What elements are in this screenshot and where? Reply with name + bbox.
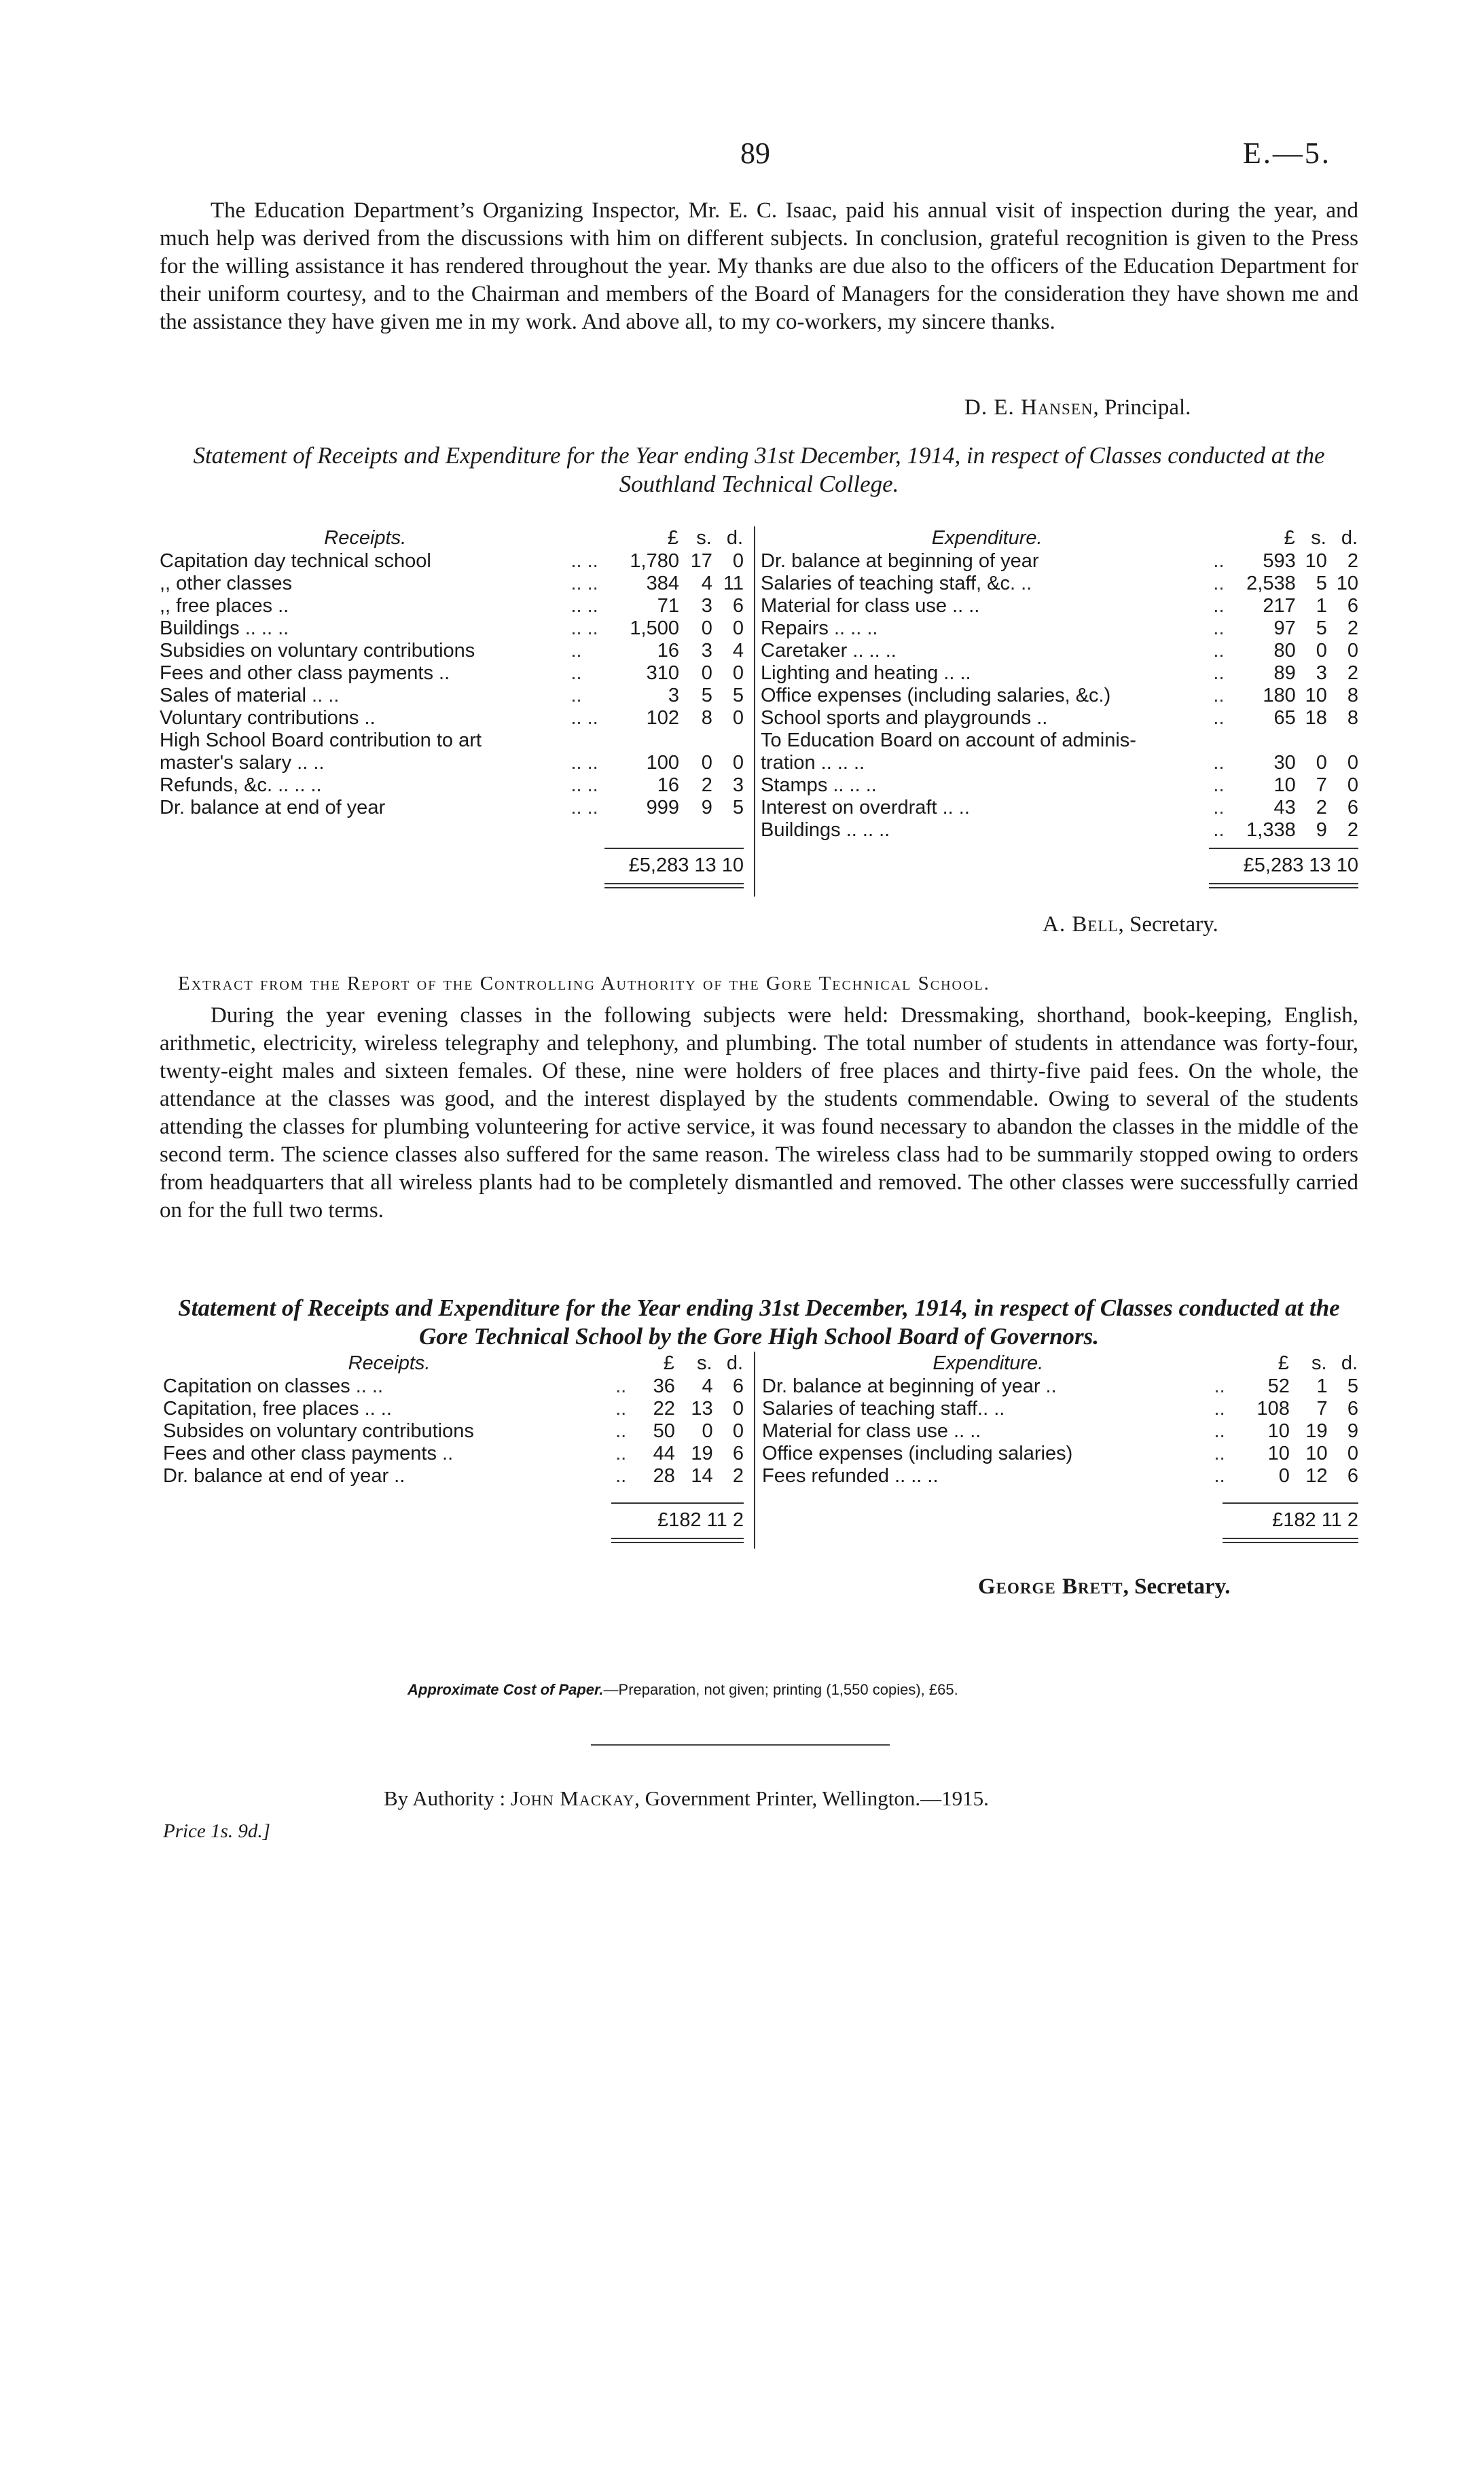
row-pounds: 16	[657, 640, 679, 662]
col-pence: d.	[1341, 1352, 1358, 1374]
table-row	[160, 573, 744, 595]
signature-name: George Brett	[978, 1574, 1123, 1599]
table-row	[761, 685, 1358, 707]
document-code: E.—5.	[1243, 137, 1331, 170]
statement1-receipts-table	[160, 526, 744, 819]
row-leader-dots: .. ..	[571, 573, 598, 594]
row-shillings: 1	[1316, 595, 1327, 617]
cost-label: Approximate Cost of Paper.	[408, 1681, 604, 1698]
row-pence: 0	[1347, 774, 1358, 796]
row-pence: 6	[1347, 595, 1358, 617]
row-leader-dots: .. ..	[571, 797, 598, 818]
row-shillings: 3	[1316, 662, 1327, 684]
row-leader-dots: ..	[1213, 550, 1225, 572]
table-row	[761, 797, 1358, 819]
row-pence	[1327, 729, 1358, 752]
statement2-title: Statement of Receipts and Expenditure for the Year ending 31st December, 1914, in respect of Classes conducted at the Gore Technical School by the Gore High School Board of Governors.	[178, 1295, 1340, 1350]
signature-role: , Secretary.	[1123, 1574, 1231, 1599]
row-pence: 0	[1347, 640, 1358, 662]
row-label: Lighting and heating .. ..	[761, 662, 971, 684]
row-pounds: 16	[657, 774, 679, 796]
row-shillings: 3	[701, 640, 712, 662]
row-leader-dots: ..	[571, 685, 582, 706]
row-shillings: 1	[1316, 1375, 1328, 1397]
statement2-receipts-double-line	[611, 1538, 744, 1543]
row-leader-dots: ..	[615, 1465, 627, 1487]
cost-of-paper	[408, 1681, 958, 1699]
row-leader-dots: .. ..	[571, 752, 598, 774]
row-label: Dr. balance at end of year	[160, 797, 386, 818]
row-shillings: 12	[1305, 1465, 1328, 1487]
row-pence: 0	[732, 662, 744, 684]
row-label: Sales of material .. ..	[160, 685, 340, 706]
receipts-header: Receipts.	[324, 527, 407, 549]
table-row	[160, 729, 744, 752]
col-shillings: s.	[696, 527, 712, 549]
row-leader-dots: ..	[571, 662, 582, 684]
row-pence: 11	[723, 573, 744, 594]
row-label: Dr. balance at end of year ..	[163, 1465, 405, 1487]
row-pence: 8	[1347, 685, 1358, 706]
row-pounds: 108	[1256, 1398, 1290, 1420]
row-shillings: 10	[1305, 550, 1327, 572]
row-label: Dr. balance at beginning of year ..	[762, 1375, 1057, 1397]
signature-secretary-brett	[978, 1574, 1231, 1600]
row-pounds: 80	[1273, 640, 1296, 662]
row-label: Salaries of teaching staff.. ..	[762, 1398, 1005, 1420]
row-leader-dots: ..	[1214, 1420, 1225, 1442]
table-row	[160, 640, 744, 662]
statement2-receipts-total: £182 11 2	[657, 1509, 744, 1531]
row-pence: 5	[732, 685, 744, 706]
authority-suffix: , Government Printer, Wellington.—1915.	[634, 1786, 989, 1810]
row-pounds: 2,538	[1246, 573, 1296, 594]
table-row	[160, 662, 744, 685]
row-pounds: 217	[1263, 595, 1296, 617]
col-pence: d.	[726, 527, 743, 549]
table-row	[160, 774, 744, 797]
row-pence: 2	[1347, 550, 1358, 572]
row-leader-dots: ..	[1213, 640, 1225, 662]
statement1-divider	[754, 526, 755, 897]
col-pounds: £	[1278, 1352, 1289, 1374]
table-row	[761, 752, 1358, 774]
row-leader-dots: ..	[1213, 774, 1225, 796]
row-label: Material for class use .. ..	[761, 595, 980, 617]
statement1-title: Statement of Receipts and Expenditure for the Year ending 31st December, 1914, in respect of Classes conducted at the Southland Technical College.	[193, 442, 1325, 497]
row-pounds: 0	[1278, 1465, 1290, 1487]
row-pounds: 30	[1273, 752, 1296, 774]
row-pence: 5	[732, 797, 744, 818]
row-pounds: 65	[1273, 707, 1296, 729]
row-leader-dots: .. ..	[571, 550, 598, 572]
signature-name: D. E. Hansen	[964, 395, 1093, 420]
authority-prefix: By Authority :	[384, 1786, 511, 1810]
row-pounds: 1,338	[1246, 819, 1296, 841]
col-pounds: £	[1284, 527, 1295, 549]
row-shillings	[679, 729, 712, 752]
receipts-header: Receipts.	[348, 1352, 431, 1374]
row-label: Capitation day technical school	[160, 550, 431, 572]
row-pence: 0	[732, 707, 744, 729]
row-shillings: 18	[1305, 707, 1327, 729]
table-row	[762, 1398, 1358, 1420]
extract-heading: Extract from the Report of the Controlling Authority of the Gore Technical School.	[178, 973, 990, 994]
row-shillings: 13	[691, 1398, 713, 1420]
row-pounds: 102	[646, 707, 679, 729]
row-leader-dots	[1213, 729, 1231, 752]
row-shillings: 0	[702, 1420, 713, 1442]
row-pence: 2	[1347, 662, 1358, 684]
row-pounds: 97	[1273, 617, 1296, 639]
row-label: Fees refunded .. .. ..	[762, 1465, 939, 1487]
row-pounds: 28	[653, 1465, 675, 1487]
row-pence: 4	[732, 640, 744, 662]
row-pence: 8	[1347, 707, 1358, 729]
row-pence: 6	[1347, 1465, 1358, 1487]
printer-name: John Mackay	[510, 1786, 635, 1810]
row-pence: 6	[732, 1443, 744, 1464]
statement2-divider	[754, 1352, 755, 1549]
row-label: To Education Board on account of adminis-	[761, 729, 1136, 751]
row-shillings: 19	[1305, 1420, 1328, 1442]
page-number: 89	[740, 137, 770, 170]
table-row	[160, 617, 744, 640]
row-label: School sports and playgrounds ..	[761, 707, 1048, 729]
row-label: Stamps .. .. ..	[761, 774, 877, 796]
row-pounds: 310	[646, 662, 679, 684]
col-pounds: £	[667, 527, 678, 549]
row-label: Buildings .. .. ..	[160, 617, 289, 639]
price: Price 1s. 9d.]	[163, 1820, 270, 1842]
signature-name: A. Bell	[1043, 912, 1119, 937]
table-row	[160, 797, 744, 819]
table-row	[160, 595, 744, 617]
row-leader-dots: ..	[1213, 819, 1225, 841]
row-leader-dots: ..	[1214, 1375, 1225, 1397]
row-pounds: 100	[646, 752, 679, 774]
row-shillings: 3	[701, 595, 712, 617]
table-row	[762, 1465, 1358, 1487]
table-row	[761, 707, 1358, 729]
row-shillings: 4	[701, 573, 712, 594]
row-pounds: 3	[668, 685, 679, 706]
row-pence: 0	[732, 1420, 744, 1442]
row-shillings: 9	[701, 797, 712, 818]
statement1-expenditure-sum-line	[1209, 848, 1358, 849]
row-leader-dots: .. ..	[571, 774, 598, 796]
row-shillings: 5	[1316, 573, 1327, 594]
statement1-expenditure-table	[761, 526, 1358, 842]
row-label: ,, free places ..	[160, 595, 289, 617]
row-label: High School Board contribution to art	[160, 729, 482, 751]
row-leader-dots: ..	[615, 1398, 627, 1420]
table-row	[761, 573, 1358, 595]
row-shillings: 10	[1305, 1443, 1328, 1464]
row-pounds	[1231, 729, 1296, 752]
row-label: Office expenses (including salaries, &c.)	[761, 685, 1111, 706]
statement2-expenditure-total: £182 11 2	[1272, 1509, 1358, 1531]
statement1-expenditure-total: £5,283 13 10	[1243, 854, 1358, 876]
row-leader-dots: ..	[1213, 662, 1225, 684]
table-row	[160, 752, 744, 774]
table-row	[762, 1420, 1358, 1443]
row-label: master's salary .. ..	[160, 752, 325, 774]
cost-text: —Preparation, not given; printing (1,550 copies), £65.	[603, 1681, 958, 1698]
table-row	[163, 1375, 744, 1398]
row-leader-dots: ..	[1213, 752, 1225, 774]
row-pounds: 71	[657, 595, 679, 617]
row-pence: 5	[1347, 1375, 1358, 1397]
row-shillings: 8	[701, 707, 712, 729]
row-pounds: 43	[1273, 797, 1296, 818]
col-shillings: s.	[697, 1352, 712, 1374]
row-pence: 6	[1347, 1398, 1358, 1420]
row-shillings: 2	[1316, 797, 1327, 818]
statement1-receipts-total: £5,283 13 10	[628, 854, 744, 876]
row-pounds: 44	[653, 1443, 675, 1464]
table-row	[761, 595, 1358, 617]
row-label: Caretaker .. .. ..	[761, 640, 897, 662]
row-pounds: 10	[1267, 1443, 1290, 1464]
row-pence: 0	[732, 752, 744, 774]
table-row	[762, 1375, 1358, 1398]
row-pounds: 50	[653, 1420, 675, 1442]
row-label: Refunds, &c. .. .. ..	[160, 774, 322, 796]
row-leader-dots: ..	[1214, 1443, 1225, 1464]
row-pence: 0	[732, 1398, 744, 1420]
row-shillings: 14	[691, 1465, 713, 1487]
col-shillings: s.	[1311, 527, 1326, 549]
row-shillings: 0	[701, 662, 712, 684]
signature-principal	[964, 395, 1191, 420]
row-shillings: 5	[701, 685, 712, 706]
row-pounds: 1,780	[630, 550, 679, 572]
col-pence: d.	[726, 1352, 743, 1374]
row-pence	[712, 729, 744, 752]
row-leader-dots	[571, 729, 611, 752]
row-leader-dots: .. ..	[571, 595, 598, 617]
row-leader-dots: .. ..	[571, 707, 598, 729]
row-label: Capitation, free places .. ..	[163, 1398, 392, 1420]
row-label: Salaries of teaching staff, &c. ..	[761, 573, 1032, 594]
row-leader-dots: ..	[1213, 573, 1225, 594]
table-row	[761, 617, 1358, 640]
row-shillings: 9	[1316, 819, 1327, 841]
table-row	[761, 662, 1358, 685]
row-shillings: 7	[1316, 774, 1327, 796]
table-row	[761, 819, 1358, 842]
row-shillings	[1296, 729, 1327, 752]
table-row	[160, 685, 744, 707]
row-shillings: 7	[1316, 1398, 1328, 1420]
row-pence: 0	[1347, 752, 1358, 774]
table-row	[761, 640, 1358, 662]
row-label: tration .. .. ..	[761, 752, 865, 774]
row-pounds: 593	[1263, 550, 1296, 572]
row-pounds: 36	[653, 1375, 675, 1397]
row-pounds: 384	[646, 573, 679, 594]
col-pence: d.	[1341, 527, 1358, 549]
table-row	[762, 1443, 1358, 1465]
table-row	[163, 1420, 744, 1443]
row-leader-dots: ..	[615, 1420, 627, 1442]
row-leader-dots: ..	[1213, 617, 1225, 639]
statement1-receipts-double-line	[604, 883, 744, 888]
row-pence: 3	[732, 774, 744, 796]
row-label: Voluntary contributions ..	[160, 707, 376, 729]
row-label: Buildings .. .. ..	[761, 819, 890, 841]
row-pence: 2	[1347, 819, 1358, 841]
row-leader-dots: ..	[1214, 1465, 1225, 1487]
table-row	[163, 1443, 744, 1465]
row-pounds: 10	[1273, 774, 1296, 796]
row-label: Repairs .. .. ..	[761, 617, 878, 639]
row-pence: 6	[732, 1375, 744, 1397]
row-pounds: 22	[653, 1398, 675, 1420]
row-shillings: 5	[1316, 617, 1327, 639]
table-row	[163, 1465, 744, 1487]
row-leader-dots: ..	[571, 640, 582, 662]
row-shillings: 19	[691, 1443, 713, 1464]
row-leader-dots: ..	[615, 1443, 627, 1464]
row-pence: 6	[732, 595, 744, 617]
signature-role: , Principal.	[1093, 395, 1191, 420]
row-pence: 0	[732, 550, 744, 572]
row-label: Interest on overdraft .. ..	[761, 797, 970, 818]
row-shillings: 0	[1316, 640, 1327, 662]
row-pounds: 10	[1267, 1420, 1290, 1442]
intro-paragraph: The Education Department’s Organizing Inspector, Mr. E. C. Isaac, paid his annual visit of inspection during the year, and much help was derived from the discussions with him on different subjects. In conclusion, grateful recognition is given to the Press for the willing assistance it has rendered throughout the year. My thanks are due also to the officers of the Education Department for their uniform courtesy, and to the Chairman and members of the Board of Managers for the consideration they have shown me and the assistance they have given me in my work. And above all, to my co-workers, my sincere thanks.	[160, 198, 1358, 334]
row-pence: 6	[1347, 797, 1358, 818]
col-shillings: s.	[1311, 1352, 1327, 1374]
row-leader-dots: ..	[1213, 797, 1225, 818]
row-pounds: 180	[1263, 685, 1296, 706]
row-pounds	[611, 729, 679, 752]
table-row	[761, 550, 1358, 573]
table-row	[160, 550, 744, 573]
row-pence: 2	[732, 1465, 744, 1487]
row-shillings: 10	[1305, 685, 1327, 706]
row-label: Subsidies on voluntary contributions	[160, 640, 475, 662]
row-label: Office expenses (including salaries)	[762, 1443, 1073, 1464]
statement2-expenditure-table	[762, 1352, 1358, 1487]
statement2-expenditure-sum-line	[1223, 1502, 1358, 1504]
row-leader-dots: ..	[1213, 595, 1225, 617]
row-leader-dots: ..	[1214, 1398, 1225, 1420]
gore-paragraph: During the year evening classes in the following subjects were held: Dressmaking, shorthand, book-keeping, English, arithmetic, electricity, wireless telegraphy and telephony, and plumbing. The total number of students in attendance was forty-four, twenty-eight males and sixteen females. Of these, nine were holders of free places and thirty-five paid fees. On the whole, the attendance at the classes was good, and the interest displayed by the students commendable. Owing to several of the students attending the classes for plumbing volunteering for active service, it was found necessary to abandon the classes in the middle of the second term. The science classes also suffered for the same reason. The wireless class had to be summarily stopped owing to orders from headquarters that all wireless plants had to be completely dismantled and removed. The other classes were successfully carried on for the full two terms.	[160, 1003, 1358, 1223]
row-pounds: 52	[1267, 1375, 1290, 1397]
authority-line	[384, 1786, 989, 1811]
row-pence: 9	[1347, 1420, 1358, 1442]
row-shillings: 4	[702, 1375, 713, 1397]
row-leader-dots: .. ..	[571, 617, 598, 639]
row-shillings: 2	[701, 774, 712, 796]
expenditure-header: Expenditure.	[931, 527, 1043, 549]
statement1-expenditure-double-line	[1209, 883, 1358, 888]
col-pounds: £	[663, 1352, 674, 1374]
row-pence: 2	[1347, 617, 1358, 639]
row-leader-dots: ..	[615, 1375, 627, 1397]
row-label: Fees and other class payments ..	[160, 662, 450, 684]
row-shillings: 0	[701, 617, 712, 639]
row-leader-dots: ..	[1213, 707, 1225, 729]
row-shillings: 17	[690, 550, 712, 572]
statement2-expenditure-double-line	[1223, 1538, 1358, 1543]
signature-secretary-bell	[1043, 912, 1218, 937]
row-label: Capitation on classes .. ..	[163, 1375, 383, 1397]
row-label: Fees and other class payments ..	[163, 1443, 454, 1464]
row-pence: 0	[732, 617, 744, 639]
signature-role: , Secretary.	[1118, 912, 1218, 937]
row-shillings: 0	[1316, 752, 1327, 774]
table-row	[163, 1398, 744, 1420]
row-pence: 10	[1336, 573, 1358, 594]
row-label: Dr. balance at beginning of year	[761, 550, 1039, 572]
table-row	[761, 774, 1358, 797]
table-row	[160, 707, 744, 729]
row-leader-dots: ..	[1213, 685, 1225, 706]
row-pounds: 89	[1273, 662, 1296, 684]
expenditure-header: Expenditure.	[933, 1352, 1044, 1374]
row-pounds: 999	[646, 797, 679, 818]
statement1-receipts-sum-line	[604, 848, 744, 849]
footer-rule	[591, 1744, 890, 1746]
row-label: ,, other classes	[160, 573, 293, 594]
row-pounds: 1,500	[630, 617, 679, 639]
statement2-receipts-sum-line	[611, 1502, 744, 1504]
statement2-receipts-table	[163, 1352, 744, 1487]
row-label: Material for class use .. ..	[762, 1420, 981, 1442]
row-shillings: 0	[701, 752, 712, 774]
row-label: Subsides on voluntary contributions	[163, 1420, 474, 1442]
table-row	[761, 729, 1358, 752]
row-pence: 0	[1347, 1443, 1358, 1464]
